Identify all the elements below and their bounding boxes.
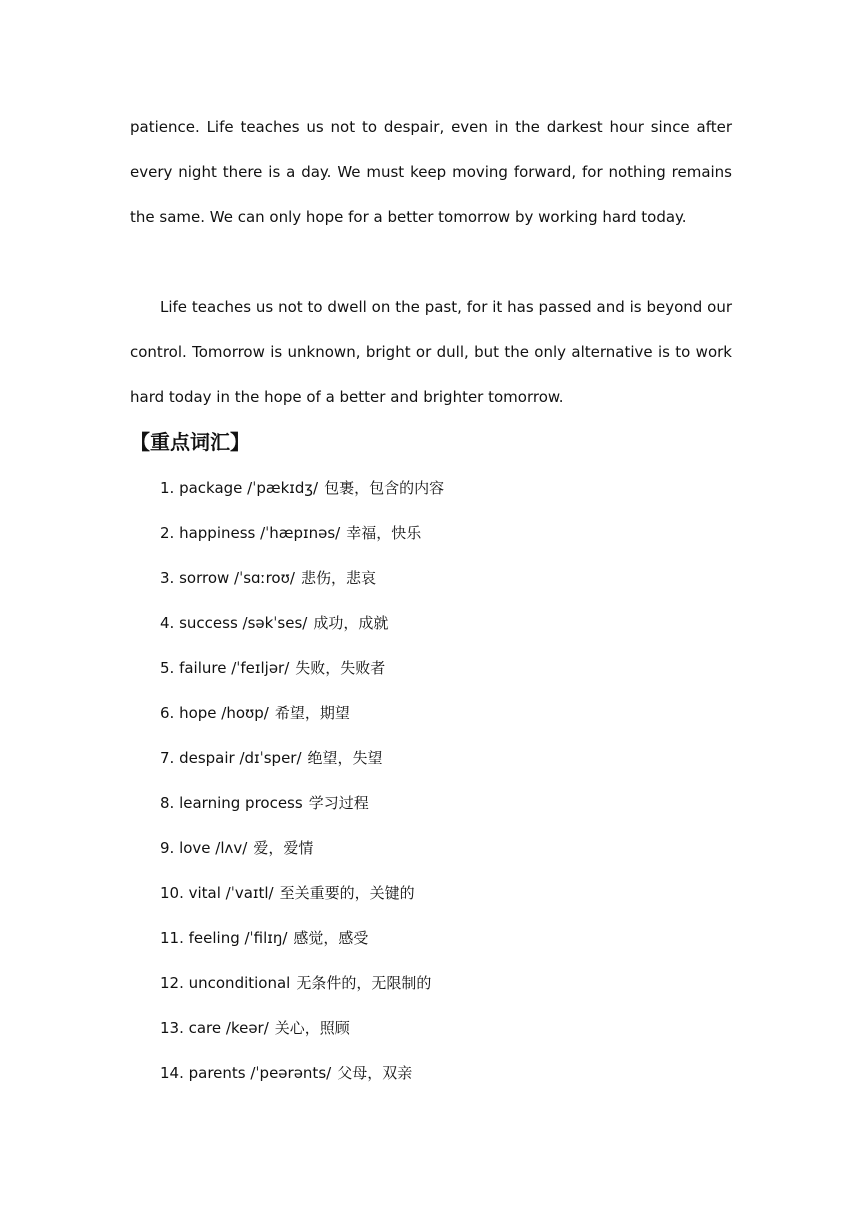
vocab-entry: 8. learning process xyxy=(160,794,303,812)
vocab-entry: 2. happiness /ˈhæpɪnəs/ xyxy=(160,524,341,542)
vocab-meaning: 关心，照顾 xyxy=(274,1019,350,1037)
vocab-meaning: 学习过程 xyxy=(308,794,369,812)
vocab-meaning: 成功，成就 xyxy=(313,614,389,632)
vocab-entry: 13. care /keər/ xyxy=(160,1019,269,1037)
vocab-entry: 7. despair /dɪˈsper/ xyxy=(160,749,302,767)
vocab-entry: 3. sorrow /ˈsɑːroʊ/ xyxy=(160,569,295,587)
vocab-meaning: 失败，失败者 xyxy=(295,659,386,677)
vocab-item xyxy=(160,691,444,736)
vocab-meaning: 爱，爱情 xyxy=(253,839,314,857)
vocab-meaning: 父母，双亲 xyxy=(337,1064,413,1082)
vocab-entry: 12. unconditional xyxy=(160,974,291,992)
vocab-item xyxy=(160,781,444,826)
vocab-meaning: 希望，期望 xyxy=(274,704,350,722)
vocab-item xyxy=(160,871,444,916)
vocab-item xyxy=(160,511,444,556)
vocab-item xyxy=(160,1006,444,1051)
vocabulary-list xyxy=(160,466,444,1096)
vocab-entry: 1. package /ˈpækɪdʒ/ xyxy=(160,479,319,497)
vocab-meaning: 幸福，快乐 xyxy=(346,524,422,542)
vocab-entry: 5. failure /ˈfeɪljər/ xyxy=(160,659,290,677)
vocab-item xyxy=(160,1051,444,1096)
paragraph-continuation: patience. Life teaches us not to despair, even in the darkest hour since after every night there is a day. We must keep moving forward, for nothing remains the same. We can only hope for a better tomorrow by working hard today. xyxy=(130,118,732,226)
vocab-meaning: 悲伤，悲哀 xyxy=(300,569,376,587)
vocab-meaning: 至关重要的，关键的 xyxy=(279,884,415,902)
vocab-item xyxy=(160,556,444,601)
paragraph-text: Life teaches us not to dwell on the past, for it has passed and is beyond our control. Tomorrow is unknown, bright or dull, but the only alternative is to work hard today in the hope of a better and brighter tomorrow. xyxy=(130,298,732,406)
vocab-entry: 11. feeling /ˈfilɪŋ/ xyxy=(160,929,288,947)
vocab-meaning: 感觉，感受 xyxy=(293,929,369,947)
vocab-meaning: 无条件的，无限制的 xyxy=(296,974,432,992)
paragraph-past-and-future xyxy=(130,285,732,420)
vocab-item xyxy=(160,466,444,511)
vocab-meaning: 包裹，包含的内容 xyxy=(324,479,445,497)
vocab-entry: 14. parents /ˈpeərənts/ xyxy=(160,1064,332,1082)
vocab-entry: 9. love /lʌv/ xyxy=(160,839,248,857)
vocab-item xyxy=(160,826,444,871)
vocab-item xyxy=(160,736,444,781)
vocab-entry: 4. success /səkˈses/ xyxy=(160,614,308,632)
vocab-entry: 10. vital /ˈvaɪtl/ xyxy=(160,884,274,902)
vocab-entry: 6. hope /hoʊp/ xyxy=(160,704,269,722)
key-vocabulary-heading: 【重点词汇】 xyxy=(130,430,250,454)
vocab-item xyxy=(160,961,444,1006)
vocab-meaning: 绝望，失望 xyxy=(307,749,383,767)
vocab-item xyxy=(160,601,444,646)
vocab-item xyxy=(160,916,444,961)
vocab-item xyxy=(160,646,444,691)
